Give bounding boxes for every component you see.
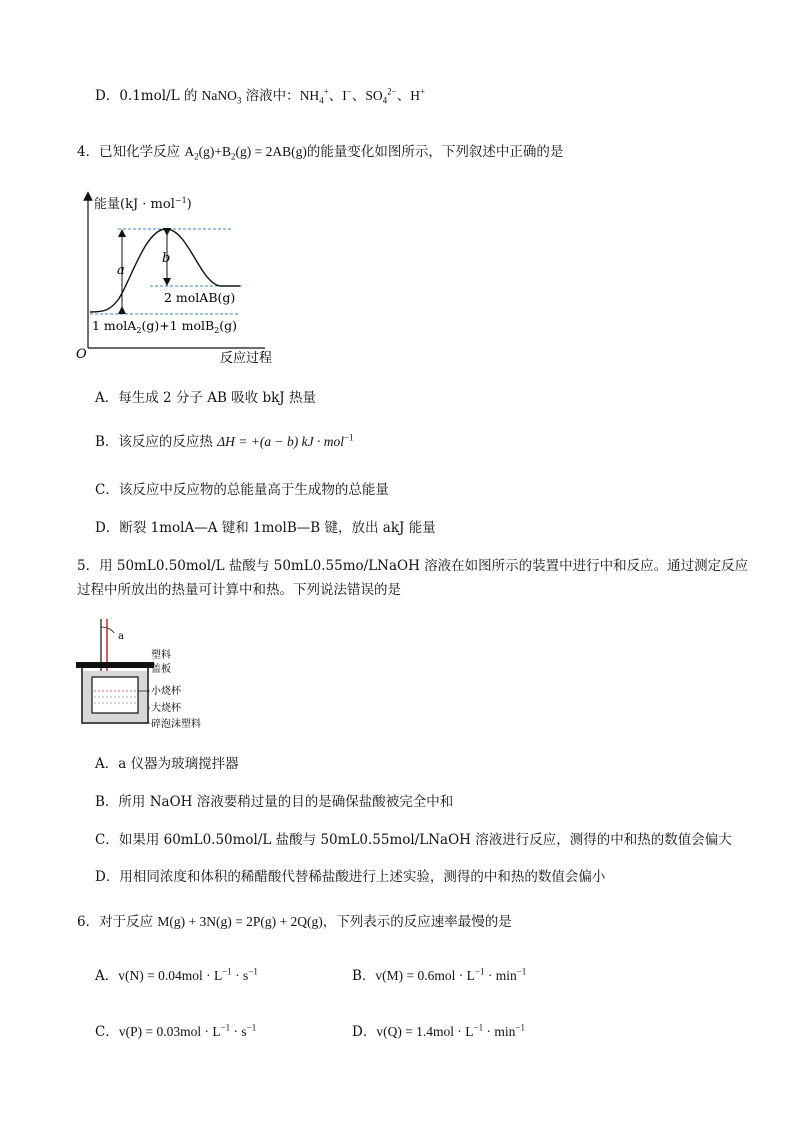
q6-equation: M(g) + 3N(g) = 2P(g) + 2Q(g) [157,914,323,929]
q4-option-b: B．该反应的反应热 ΔH = +(a − b) kJ · mol$^{-1}$ [95,432,354,450]
solute-formula: NaNO$_3$ [201,88,242,106]
plastic-lid [76,662,154,668]
q5-stem-line-1: 5．用 50mL0.50mol/L 盐酸与 50mL0.55mo/LNaOH 溶液在如图所示的装置中进行中和反应。通过测定反应 [77,558,749,574]
q6-stem: 6．对于反应 M(g) + 3N(g) = 2P(g) + 2Q(g)，下列表示的反应速率最慢的是 [77,914,512,930]
reactant-label: 1 molA$_2$(g)+1 molB$_2$(g) [92,318,238,335]
q6-option-b: B．$v(M) = 0.6mol \cdot L^{-1} \cdot \min^{-1}$ [352,966,527,984]
ion-h: H+ [410,86,426,103]
q6-option-a: A．$v(N) = 0.04mol \cdot L^{-1} \cdot s^{-1}$ [95,966,258,984]
ion-i: I− [342,86,352,103]
ion-nh4: $NH_4^+$ [299,86,329,106]
product-label: 2 molAB(g) [164,290,236,305]
q5-stem-line-2: 过程中所放出的热量可计算中和热。下列说法错误的是 [77,582,401,598]
q5-option-c: C．如果用 60mL0.50mol/L 盐酸与 50mL0.55mol/LNaOH 溶液进行反应，测得的中和热的数值会偏大 [95,832,732,848]
q5-option-d: D．用相同浓度和体积的稀醋酸代替稀盐酸进行上述实验，测得的中和热的数值会偏小 [95,869,606,885]
q4-option-a: A．每生成 2 分子 AB 吸收 bkJ 热量 [95,390,316,406]
q6-option-d: D．$v(Q) = 1.4mol \cdot L^{-1} \cdot \min^{-1}$ [352,1022,525,1040]
q4-stem: 4．已知化学反应 $A_2(g)+B_2(g) = 2AB(g)$的能量变化如图所示，下列叙述中正确的是 [77,144,564,162]
label-lid-1: 塑料 [151,650,171,661]
label-a: a [117,263,125,278]
y-axis-label: 能量(kJ · mol$^{-1}$) [94,196,192,212]
q4-option-d: D．断裂 1molA—A 键和 1molB—B 键，放出 akJ 能量 [95,520,436,536]
q3-option-d: D．0.1mol/L 的 NaNO$_3$ 溶液中：$NH_4^+$、I−、$SO_4^{2-}$、H+ [95,86,426,106]
q5-option-a: A．a 仪器为玻璃搅拌器 [95,756,239,772]
ion-so4: $SO_4^{2-}$ [365,86,397,106]
label-a: a [118,631,124,642]
label-small-beaker: 小烧杯 [151,686,181,697]
calorimeter-diagram [70,615,240,735]
q5-option-b: B．所用 NaOH 溶液要稍过量的目的是确保盐酸被完全中和 [95,794,454,810]
origin-label: O [76,347,87,362]
label-lid-2: 盖板 [151,664,171,675]
q4-equation: $A_2(g)+B_2(g) = 2AB(g)$ [184,144,307,162]
small-beaker [92,677,138,713]
q6-option-c: C．$v(P) = 0.03mol \cdot L^{-1} \cdot s^{-1}$ [95,1022,257,1040]
energy-diagram [70,188,300,368]
q4-option-c: C．该反应中反应物的总能量高于生成物的总能量 [95,482,389,498]
label-large-beaker: 大烧杯 [151,703,181,714]
label-b: b [162,251,171,266]
label-foam: 碎泡沫塑料 [151,719,201,730]
x-axis-label: 反应过程 [220,351,273,366]
